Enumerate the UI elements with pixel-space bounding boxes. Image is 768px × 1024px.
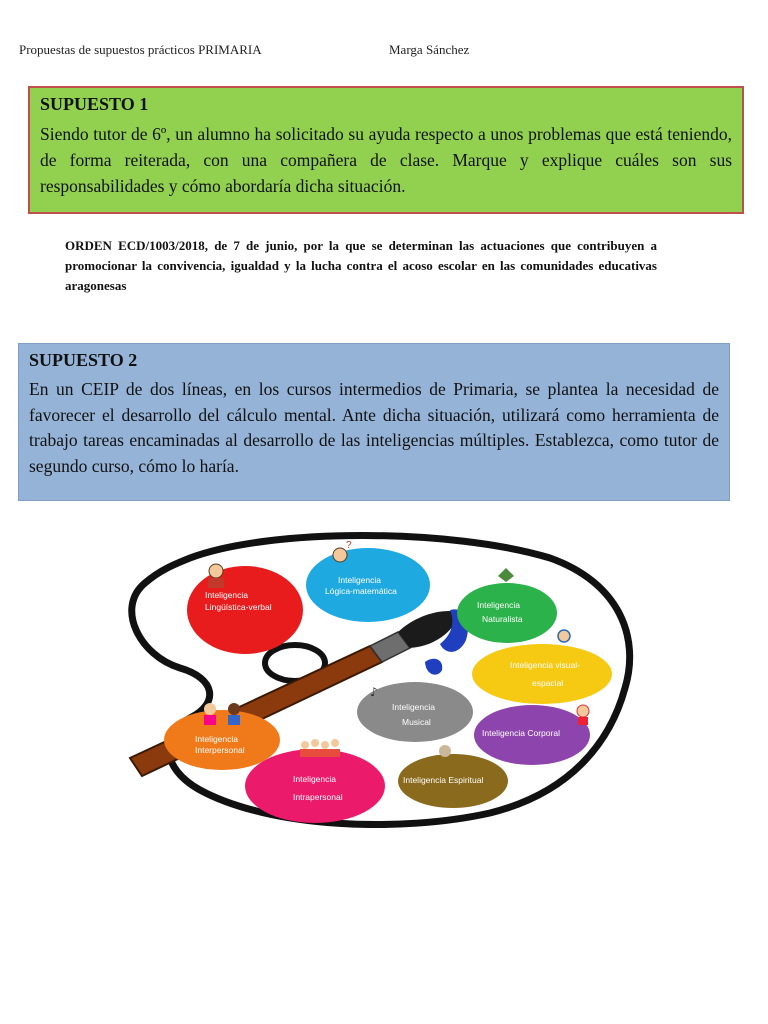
multiple-intelligences-palette (120, 528, 640, 828)
blob-visual-line2: espacial (532, 678, 564, 688)
blob-interpersonal-line2: Interpersonal (195, 745, 245, 755)
orden-reference: ORDEN ECD/1003/2018, de 7 de junio, por la que se determinan las actuaciones que contribuyen a promocionar la convivencia, igualdad y la lucha contra el acoso escolar en las comunidades educativas aragonesas (65, 238, 657, 293)
header-title: Propuestas de supuestos prácticos PRIMARIA (19, 42, 262, 57)
blob-corporal (474, 705, 590, 765)
supuesto-2-box (18, 343, 730, 501)
header-author: Marga Sánchez (389, 42, 470, 57)
blob-visual-espacial (472, 644, 612, 704)
blob-musical-line1: Inteligencia (392, 702, 436, 712)
supuesto-1-text: Siendo tutor de 6º, un alumno ha solicitado su ayuda respecto a unos problemas que está teniendo, de forma reiterada, con una compañera de clase. Marque y explique cuáles son sus responsabilidades y cómo abordaría dicha situación. (40, 124, 732, 196)
supuesto-1-box (28, 86, 744, 214)
blob-naturalista-line2: Naturalista (482, 614, 523, 624)
blob-interpersonal (164, 710, 280, 770)
blob-naturalista-line1: Inteligencia (477, 600, 521, 610)
supuesto-2-title: SUPUESTO 2 (29, 350, 138, 370)
blob-naturalista (457, 583, 557, 643)
supuesto-2-text: En un CEIP de dos líneas, en los cursos intermedios de Primaria, se plantea la necesidad de favorecer el desarrollo del cálculo mental. Ante dicha situación, utilizará como herramienta de trabajo tareas encaminadas al desarrollo de las inteligencias múltiples. Establezca, como tutor de segundo curso, cómo lo haría. (29, 379, 719, 476)
blob-linguistica-line2: Lingüística-verbal (205, 602, 272, 612)
blob-intrapersonal-line2: Intrapersonal (293, 792, 343, 802)
blob-espiritual-line1: Inteligencia Espiritual (403, 775, 484, 785)
blob-corporal-line1: Inteligencia Corporal (482, 728, 560, 738)
blob-musical-line2: Musical (402, 717, 431, 727)
supuesto-1-title: SUPUESTO 1 (40, 94, 149, 114)
blob-logica-line1: Inteligencia (338, 575, 382, 585)
blob-linguistica (187, 566, 303, 654)
palette-illustration (120, 528, 640, 828)
blob-logica-line2: Lógica-matemática (325, 586, 397, 596)
blob-linguistica-line1: Inteligencia (205, 590, 249, 600)
svg-text:?: ? (346, 540, 352, 551)
blob-intrapersonal (245, 749, 385, 823)
blob-interpersonal-line1: Inteligencia (195, 734, 239, 744)
blob-logica (306, 548, 430, 622)
blob-intrapersonal-line1: Inteligencia (293, 774, 337, 784)
blob-visual-line1: Inteligencia visual- (510, 660, 580, 670)
blob-espiritual (398, 754, 508, 808)
svg-text:♪: ♪ (370, 685, 378, 699)
